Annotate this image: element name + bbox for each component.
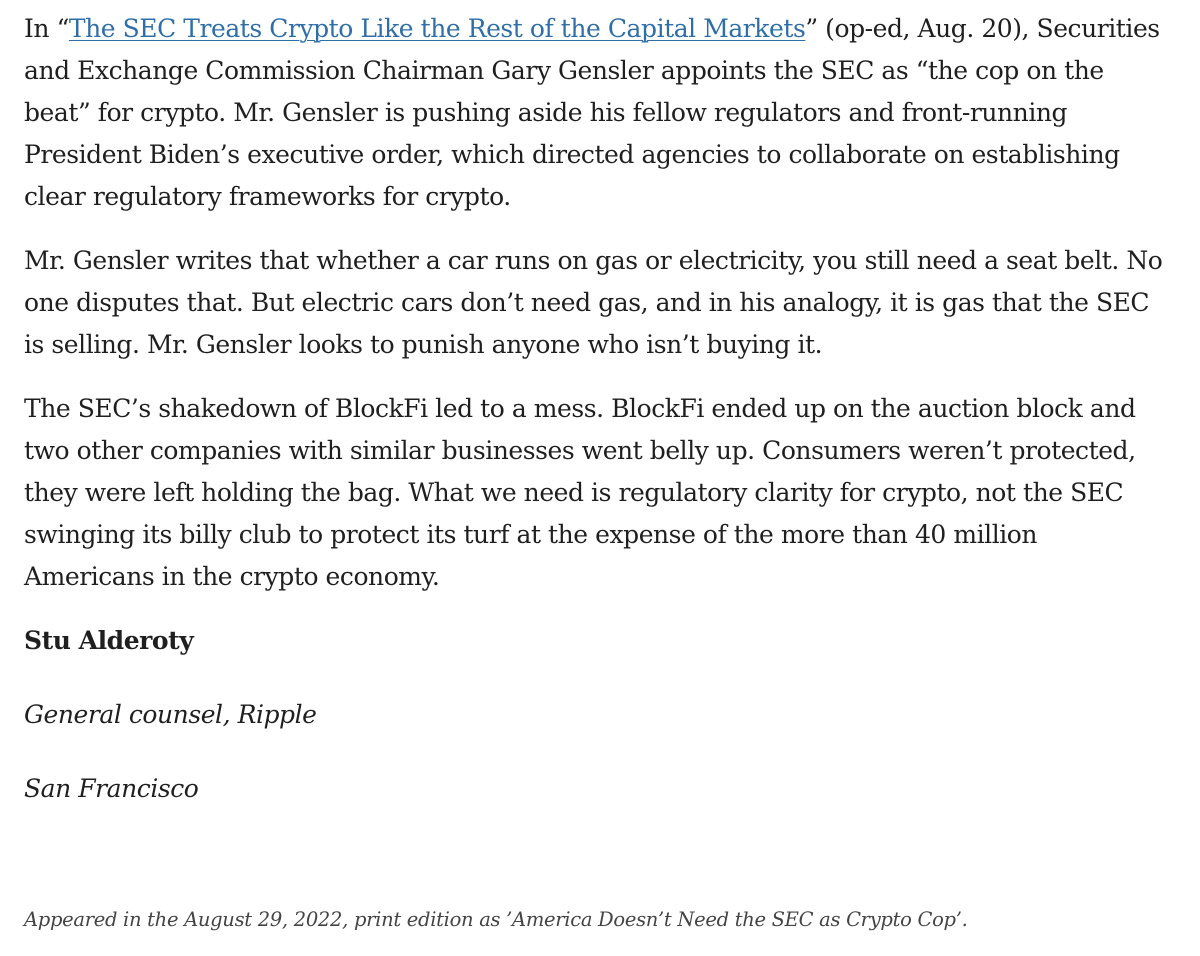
paragraph-1-body: ” (op-ed, Aug. 20), Securities and Exchange Commission Chairman Gary Gensler appoints the SEC as “the cop on the beat” for crypto. Mr. Gensler is pushing aside his fellow regulators and front-running President Biden’s executive order, which directed agencies to collaborate on establishing clear regulatory frameworks for crypto. xyxy=(24,14,1160,211)
letter-paragraph-3: The SEC’s shakedown of BlockFi led to a mess. BlockFi ended up on the auction block and two other companies with similar businesses went belly up. Consumers weren’t protected, they were left holding the bag. What we need is regulatory clarity for crypto, not the SEC swinging its billy club to protect its turf at the expense of the more than 40 million Americans in the crypto economy. xyxy=(24,394,1136,591)
print-edition-note: Appeared in the August 29, 2022, print edition as ’America Doesn’t Need the SEC as Crypto Cop’. xyxy=(24,908,968,931)
author-name: Stu Alderoty xyxy=(24,626,194,655)
author-signoff xyxy=(24,620,1174,810)
op-ed-link[interactable]: The SEC Treats Crypto Like the Rest of the Capital Markets xyxy=(68,14,806,43)
paragraph-1-intro: In “ xyxy=(24,14,69,43)
letter-to-editor xyxy=(24,8,1174,842)
author-city: San Francisco xyxy=(24,774,199,803)
letter-paragraph-2: Mr. Gensler writes that whether a car runs on gas or electricity, you still need a seat belt. No one disputes that. But electric cars don’t need gas, and in his analogy, it is gas that the SEC is selling. Mr. Gensler looks to punish anyone who isn’t buying it. xyxy=(24,246,1163,359)
letter-paragraph-1 xyxy=(24,8,1174,218)
author-title: General counsel, Ripple xyxy=(24,700,317,729)
